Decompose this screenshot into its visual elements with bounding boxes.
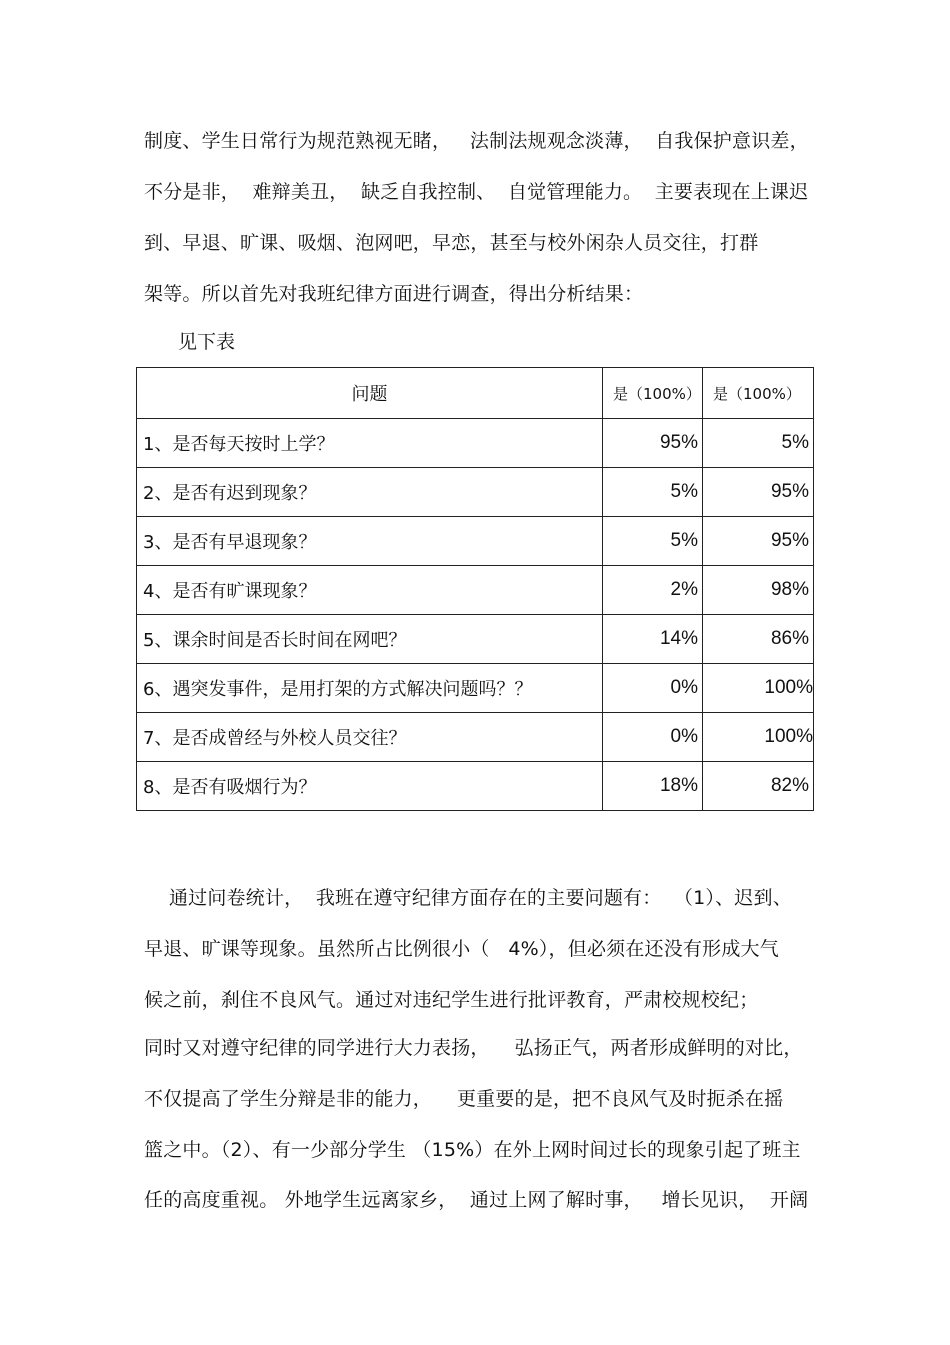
table-caption: 见下表 <box>178 331 236 353</box>
question-cell: 8、是否有吸烟行为？ <box>137 762 603 811</box>
question-cell: 2、是否有迟到现象？ <box>137 468 603 517</box>
analysis-line: 早退、旷课等现象。虽然所占比例很小（ 4%），但必须在还没有形成大气 <box>144 938 779 960</box>
table-row <box>137 517 814 566</box>
yes-cell: 95% <box>603 419 703 468</box>
no-cell: 95% <box>703 468 814 517</box>
analysis-line: 篮之中。（2）、有一少部分学生 （15%）在外上网时间过长的现象引起了班主 <box>144 1139 801 1161</box>
question-cell: 1、是否每天按时上学？ <box>137 419 603 468</box>
header-question: 问题 <box>137 368 603 419</box>
no-cell: 98% <box>703 566 814 615</box>
table-row <box>137 566 814 615</box>
yes-cell: 0% <box>603 664 703 713</box>
no-cell: 100% <box>703 713 814 762</box>
survey-table <box>136 367 814 811</box>
intro-line: 架等。所以首先对我班纪律方面进行调查，得出分析结果： <box>144 283 644 305</box>
header-yes: 是（100%） <box>603 368 703 419</box>
analysis-line: 任的高度重视。 外地学生远离家乡， 通过上网了解时事， 增长见识， 开阔 <box>144 1189 809 1211</box>
table-row <box>137 419 814 468</box>
question-cell: 7、是否成曾经与外校人员交往？ <box>137 713 603 762</box>
analysis-line: 候之前，刹住不良风气。通过对违纪学生进行批评教育，严肃校规校纪； <box>144 989 759 1011</box>
table-row <box>137 468 814 517</box>
no-cell: 82% <box>703 762 814 811</box>
table-row <box>137 664 814 713</box>
intro-line: 制度、学生日常行为规范熟视无睹， 法制法规观念淡薄， 自我保护意识差， <box>144 130 809 152</box>
table-header-row <box>137 368 814 419</box>
table-row <box>137 713 814 762</box>
question-cell: 4、是否有旷课现象？ <box>137 566 603 615</box>
yes-cell: 0% <box>603 713 703 762</box>
analysis-line: 不仅提高了学生分辩是非的能力， 更重要的是，把不良风气及时扼杀在摇 <box>144 1088 784 1110</box>
yes-cell: 5% <box>603 468 703 517</box>
no-cell: 95% <box>703 517 814 566</box>
no-cell: 86% <box>703 615 814 664</box>
yes-cell: 2% <box>603 566 703 615</box>
no-cell: 5% <box>703 419 814 468</box>
table-row <box>137 762 814 811</box>
analysis-line: 同时又对遵守纪律的同学进行大力表扬， 弘扬正气，两者形成鲜明的对比， <box>144 1037 803 1059</box>
intro-line: 到、早退、旷课、吸烟、泡网吧，早恋，甚至与校外闲杂人员交往，打群 <box>144 232 759 254</box>
table-row <box>137 615 814 664</box>
header-no: 是（100%） <box>703 368 814 419</box>
analysis-line: 通过问卷统计， 我班在遵守纪律方面存在的主要问题有： （1）、迟到、 <box>144 887 792 909</box>
no-cell: 100% <box>703 664 814 713</box>
question-cell: 5、课余时间是否长时间在网吧？ <box>137 615 603 664</box>
question-cell: 6、遇突发事件，是用打架的方式解决问题吗？？ <box>137 664 603 713</box>
question-cell: 3、是否有早退现象？ <box>137 517 603 566</box>
intro-line: 不分是非， 难辩美丑， 缺乏自我控制、 自觉管理能力。 主要表现在上课迟 <box>144 181 809 203</box>
yes-cell: 14% <box>603 615 703 664</box>
yes-cell: 18% <box>603 762 703 811</box>
yes-cell: 5% <box>603 517 703 566</box>
